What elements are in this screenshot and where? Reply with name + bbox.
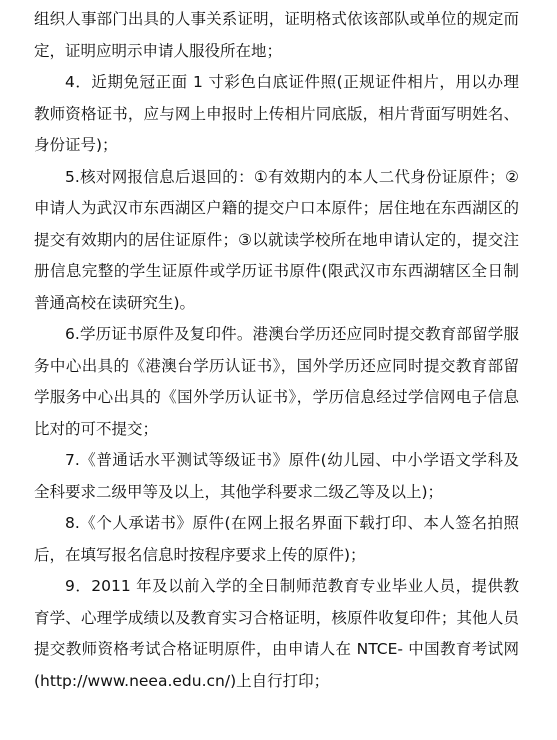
paragraph-item-8: 8.《个人承诺书》原件(在网上报名界面下载打印、本人签名拍照后，在填写报名信息时按程序要求上传的原件)； (34, 514, 519, 564)
paragraph-item-4: 4．近期免冠正面 1 寸彩色白底证件照(正规证件相片，用以办理教师资格证书，应与网上申报时上传相片同底版，相片背面写明姓名、身份证号)； (34, 73, 519, 154)
paragraph-item-9: 9．2011 年及以前入学的全日制师范教育专业毕业人员，提供教育学、心理学成绩以及教育实习合格证明，核原件收复印件；其他人员提交教师资格考试合格证明原件，由申请人在 NTCE- 中国教育考试网(http://www.neea.edu.cn/)上自行打印； (34, 577, 519, 690)
paragraph-continuation: 组织人事部门出具的人事关系证明，证明格式依该部队或单位的规定而定，证明应明示申请人服役所在地； (34, 10, 519, 60)
paragraph-item-7: 7.《普通话水平测试等级证书》原件(幼儿园、中小学语文学科及全科要求二级甲等及以上，其他学科要求二级乙等及以上)； (34, 451, 519, 501)
paragraph-item-6: 6.学历证书原件及复印件。港澳台学历还应同时提交教育部留学服务中心出具的《港澳台学历认证书》，国外学历还应同时提交教育部留学服务中心出具的《国外学历认证书》，学历信息经过学信网电子信息比对的可不提交； (34, 325, 519, 438)
paragraph-item-5: 5.核对网报信息后退回的：①有效期内的本人二代身份证原件；②申请人为武汉市东西湖区户籍的提交户口本原件；居住地在东西湖区的提交有效期内的居住证原件；③以就读学校所在地申请认定的，提交注册信息完整的学生证原件或学历证书原件(限武汉市东西湖辖区全日制普通高校在读研究生)。 (34, 167, 519, 312)
